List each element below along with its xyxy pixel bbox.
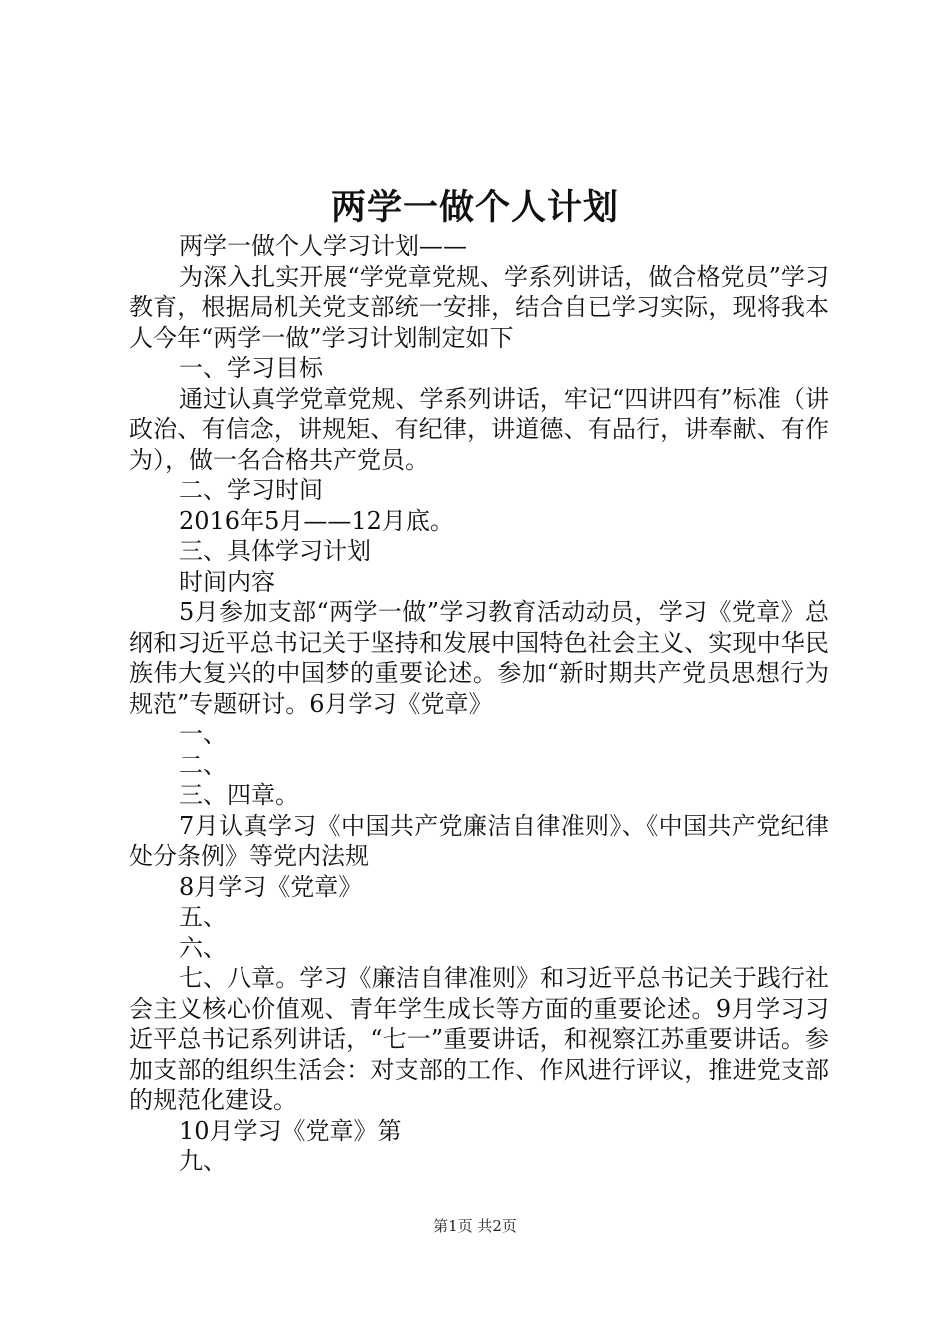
paragraph-item-9: 九、 bbox=[179, 1147, 227, 1175]
document-body bbox=[129, 231, 829, 1177]
section-heading-plan: 三、具体学习计划 bbox=[179, 537, 371, 565]
paragraph-item-5: 五、 bbox=[179, 903, 227, 931]
paragraph-october: 10月学习《党章》第 bbox=[179, 1116, 402, 1145]
paragraph-time-content: 时间内容 bbox=[179, 567, 275, 596]
paragraph-july: 7月认真学习《中国共产党廉洁自律准则》、《中国共产党纪律处分条例》等党内法规 bbox=[129, 811, 829, 870]
paragraph-item-1: 一、 bbox=[179, 720, 227, 748]
page-footer: 第1页 共2页 bbox=[433, 1217, 517, 1235]
paragraph-introduction: 为深入扎实开展“学党章党规、学系列讲话，做合格党员”学习教育，根据局机关党支部统一安排，结合自已学习实际，现将我本人今年“两学一做”学习计划制定如下 bbox=[129, 262, 829, 352]
paragraph-august: 8月学习《党章》 bbox=[179, 872, 363, 901]
paragraph-goal: 通过认真学党章党规、学系列讲话，牢记“四讲四有”标准（讲政治、有信念，讲规矩、有纪律，讲道德、有品行，讲奉献、有作为），做一名合格共产党员。 bbox=[129, 384, 829, 474]
paragraph-time: 2016年5月——12月底。 bbox=[179, 506, 454, 535]
document-title: 两学一做个人计划 bbox=[330, 187, 619, 228]
paragraph-may-june: 5月参加支部“两学一做”学习教育活动动员，学习《党章》总纲和习近平总书记关于坚持和发展中国特色社会主义、实现中华民族伟大复兴的中国梦的重要论述。参加“新时期共产党员思想行为规范”专题研讨。6月学习《党章》 bbox=[129, 598, 829, 718]
section-heading-time: 二、学习时间 bbox=[179, 476, 323, 504]
paragraph-item-3-4: 三、四章。 bbox=[179, 781, 299, 809]
paragraph-plan-heading: 两学一做个人学习计划—— bbox=[179, 232, 467, 260]
section-heading-goal: 一、学习目标 bbox=[179, 354, 323, 382]
paragraph-item-7-8-september: 七、八章。学习《廉洁自律准则》和习近平总书记关于践行社会主义核心价值观、青年学生成长等方面的重要论述。9月学习习近平总书记系列讲话，“七一”重要讲话，和视察江苏重要讲话。参加支部的组织生活会：对支部的工作、作风进行评议，推进党支部的规范化建设。 bbox=[129, 964, 829, 1114]
paragraph-item-2: 二、 bbox=[179, 750, 227, 779]
paragraph-item-6: 六、 bbox=[179, 933, 227, 962]
